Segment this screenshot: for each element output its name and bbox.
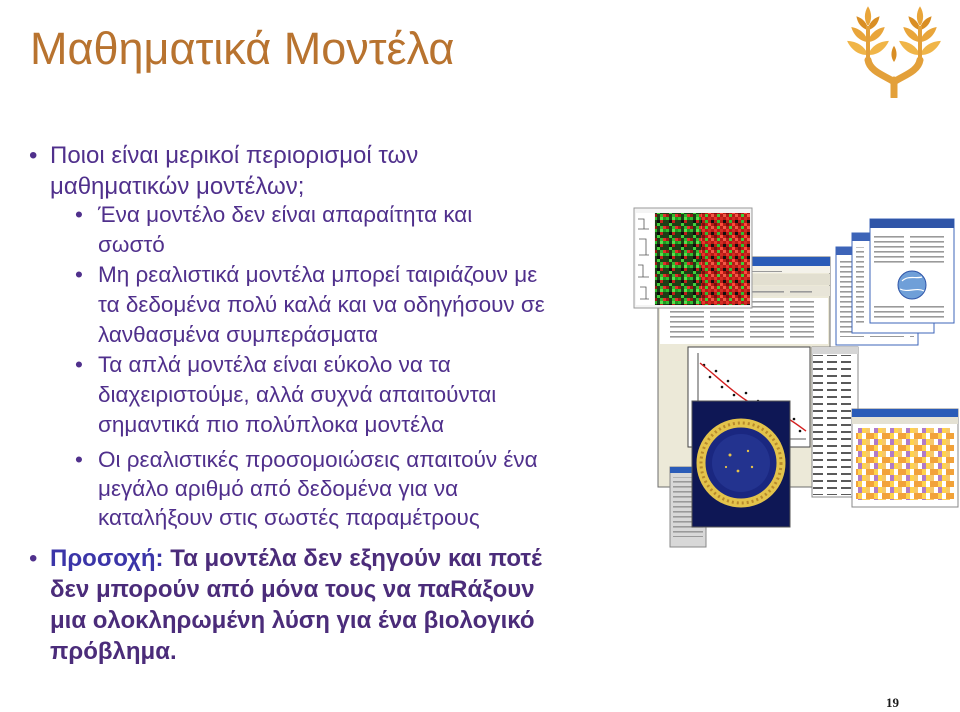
bullet-marker: • [29, 142, 38, 169]
sequence-alignment-window [852, 409, 958, 507]
bullet-line: Ένα μοντέλο δεν είναι απαραίτητα και [98, 202, 473, 227]
university-logo [838, 0, 950, 98]
warning-label: Προσοχή: [50, 545, 164, 572]
warning-line: δεν μπορούν από μόνα τους να παRάξουν [50, 576, 535, 603]
bullet-line: μεγάλο αριθμό από δεδομένα για να [98, 476, 459, 501]
olive-tree-logo-icon [838, 0, 950, 98]
bullet-line: σημαντικά πιο πολύπλοκα μοντέλα [98, 412, 445, 437]
bullet-line: Οι ρεαλιστικές προσομοιώσεις απαιτούν ένα [98, 447, 538, 472]
bullet-line: μαθηματικών μοντέλων; [50, 173, 305, 200]
bullet-line: διαχειριστούμε, αλλά συχνά απαιτούνται [98, 382, 497, 407]
slide-title: Μαθηματικά Μοντέλα [30, 23, 455, 74]
bullet-line: τα δεδομένα πολύ καλά και να οδηγήσουν σε [98, 292, 545, 317]
warning-line [50, 543, 542, 574]
bullet-line: λανθασμένα συμπεράσματα [98, 322, 379, 347]
bullet-line: Μη ρεαλιστικά μοντέλα μπορεί ταιριάζουν με [98, 262, 538, 287]
bullet-line: Ποιοι είναι μερικοί περιορισμοί των [50, 142, 419, 169]
page-number: 19 [886, 695, 899, 710]
document-pages [836, 219, 954, 345]
sub-bullet-2 [75, 260, 545, 350]
sub-bullet-1 [75, 200, 473, 260]
heatmap-panel [634, 208, 752, 308]
bullet-marker: • [75, 262, 83, 287]
question-bullet [29, 140, 419, 202]
warning-text: Τα μοντέλα δεν εξηγούν και ποτέ [170, 545, 542, 572]
software-screenshots-collage [630, 205, 960, 550]
warning-bullet [29, 543, 542, 667]
bullet-line: καταλήξουν στις σωστές παραμέτρους [98, 505, 480, 530]
sub-bullet-4 [75, 445, 538, 532]
data-table-window [812, 347, 858, 497]
bullet-marker: • [75, 352, 83, 377]
sub-bullet-3 [75, 350, 497, 440]
gel-image [692, 401, 790, 527]
bullet-marker: • [29, 545, 38, 572]
bullet-line: σωστό [98, 232, 165, 257]
bullet-marker: • [75, 447, 83, 472]
warning-line: πρόβλημα. [50, 638, 177, 665]
bullet-line: Τα απλά μοντέλα είναι εύκολο να τα [98, 352, 451, 377]
bullet-marker: • [75, 202, 83, 227]
warning-line: μια ολοκληρωμένη λύση για ένα βιολογικό [50, 607, 535, 634]
